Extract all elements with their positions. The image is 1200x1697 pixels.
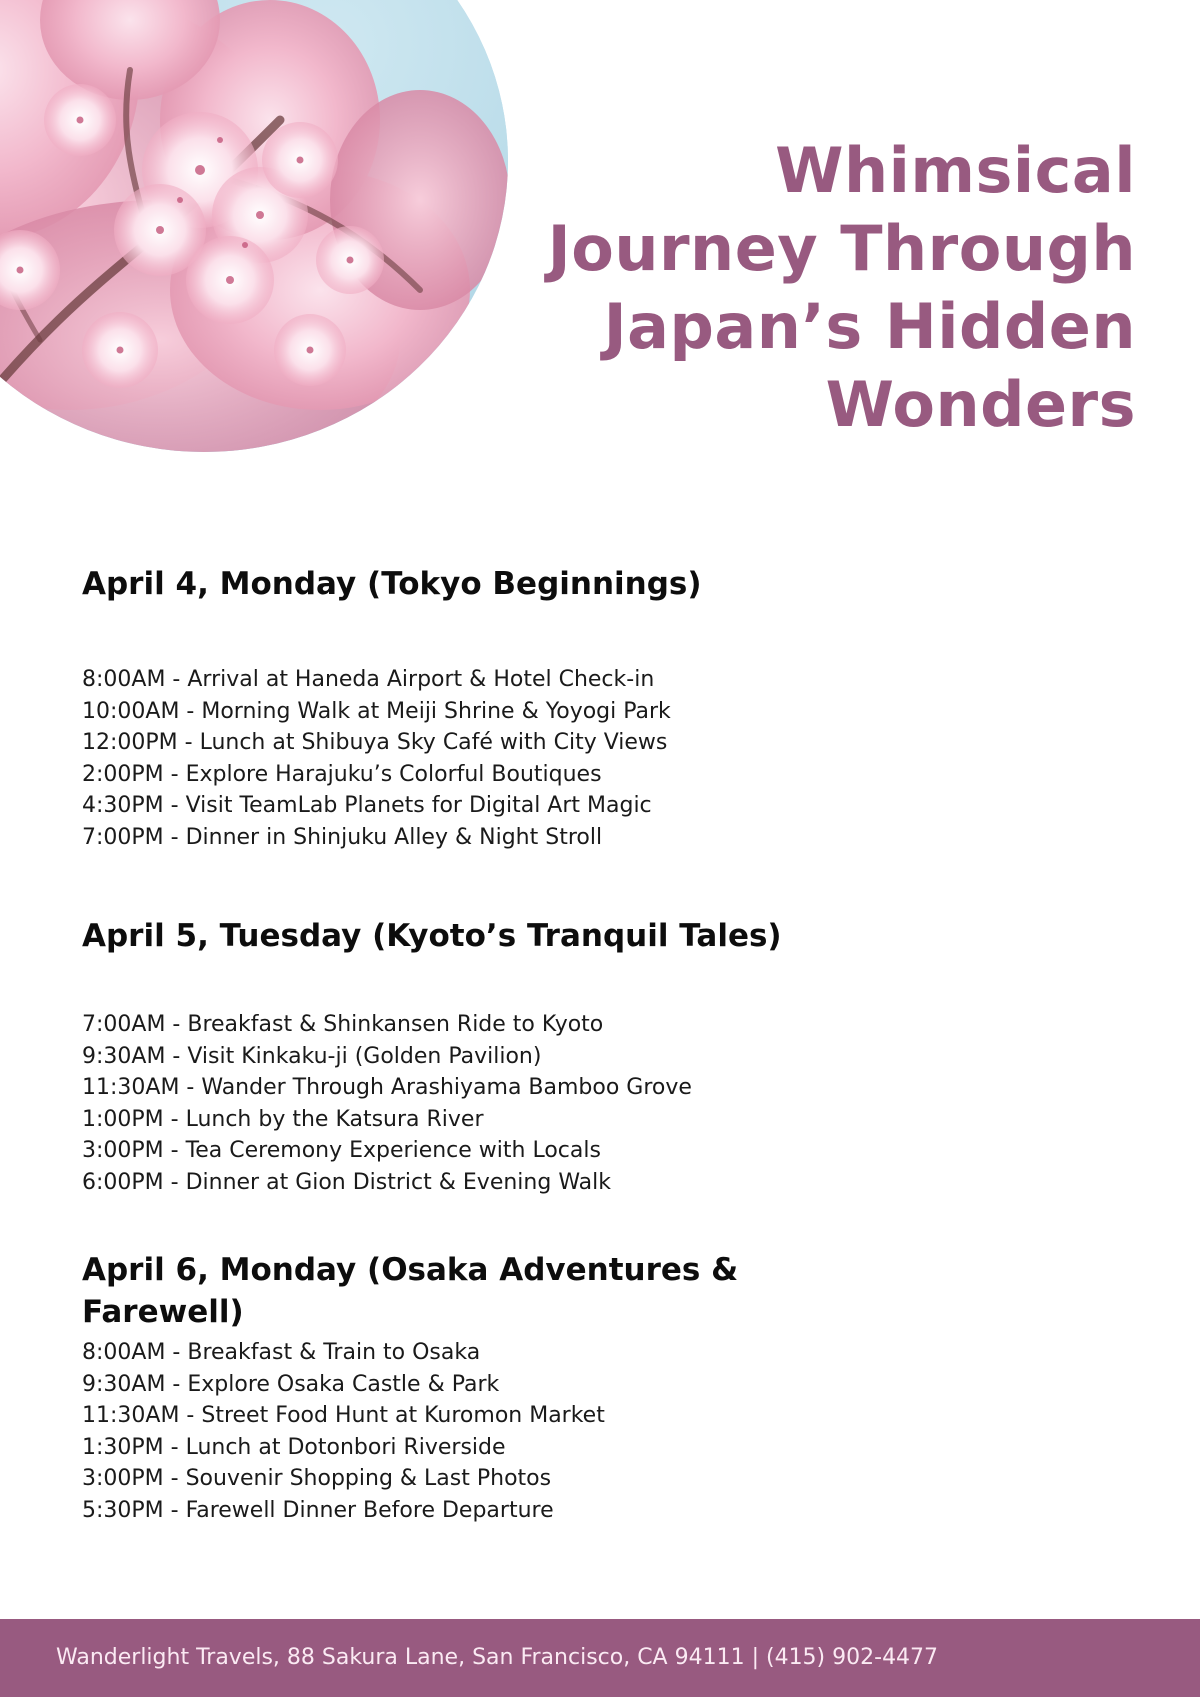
list-item: 9:30AM - Visit Kinkaku-ji (Golden Pavilion) xyxy=(82,1043,542,1069)
list-item: 1:30PM - Lunch at Dotonbori Riverside xyxy=(82,1434,506,1460)
list-item: 3:00PM - Tea Ceremony Experience with Locals xyxy=(82,1138,601,1163)
list-item: 3:00PM - Souvenir Shopping & Last Photos xyxy=(82,1466,552,1491)
list-item: 7:00AM - Breakfast & Shinkansen Ride to Kyoto xyxy=(82,1012,604,1037)
list-item: 8:00AM - Breakfast & Train to Osaka xyxy=(82,1340,481,1365)
list-item: 12:00PM - Lunch at Shibuya Sky Café with City Views xyxy=(82,730,668,755)
list-item: 1:00PM - Lunch by the Katsura River xyxy=(82,1106,484,1132)
day-heading-april-4: April 4, Monday (Tokyo Beginnings) xyxy=(82,566,702,602)
list-item: 6:00PM - Dinner at Gion District & Evening Walk xyxy=(82,1169,611,1195)
cherry-blossom-photo xyxy=(0,0,508,452)
activity-list-april-4 xyxy=(82,664,842,853)
list-item: 10:00AM - Morning Walk at Meiji Shrine & Yoyogi Park xyxy=(82,698,671,724)
list-item: 2:00PM - Explore Harajuku’s Colorful Boutiques xyxy=(82,761,602,787)
footer-bar xyxy=(0,1619,1200,1697)
list-item: 5:30PM - Farewell Dinner Before Departure xyxy=(82,1497,554,1523)
list-item: 11:30AM - Wander Through Arashiyama Bamboo Grove xyxy=(82,1075,692,1100)
activity-list-april-5 xyxy=(82,1009,842,1198)
day-heading-april-5: April 5, Tuesday (Kyoto’s Tranquil Tales) xyxy=(82,918,782,954)
list-item: 8:00AM - Arrival at Haneda Airport & Hotel Check-in xyxy=(82,667,655,692)
cherry-blossom-illustration xyxy=(0,0,508,452)
activity-list-april-6 xyxy=(82,1337,842,1526)
list-item: 4:30PM - Visit TeamLab Planets for Digital Art Magic xyxy=(82,793,652,818)
footer-contact-text: Wanderlight Travels, 88 Sakura Lane, San Francisco, CA 94111 | (415) 902-4477 xyxy=(56,1645,939,1670)
list-item: 11:30AM - Street Food Hunt at Kuromon Market xyxy=(82,1403,605,1428)
page-title: Whimsical Journey Through Japan’s Hidden Wonders xyxy=(547,134,1136,441)
list-item: 9:30AM - Explore Osaka Castle & Park xyxy=(82,1371,500,1397)
list-item: 7:00PM - Dinner in Shinjuku Alley & Night Stroll xyxy=(82,824,603,850)
day-heading-april-6: April 6, Monday (Osaka Adventures & Farewell) xyxy=(82,1252,739,1330)
